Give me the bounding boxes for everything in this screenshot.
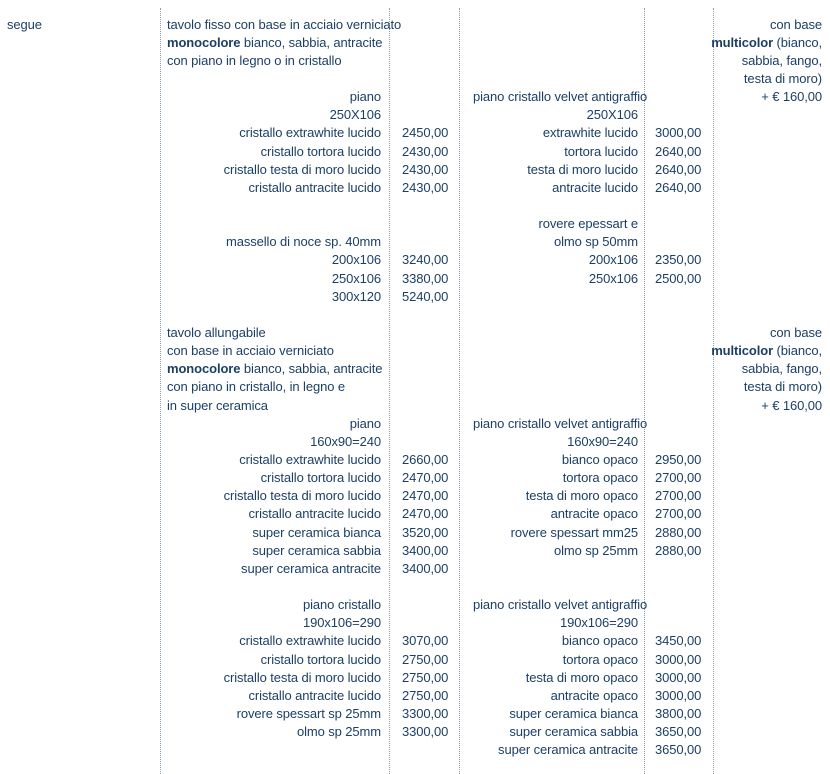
s2-left-row-label: super ceramica bianca [252,525,381,540]
section2-desc-line2: con base in acciaio verniciato [167,343,334,358]
s2-right-row-label: tortora opaco [562,470,638,485]
s2-left2-row-price: 2750,00 [402,670,449,685]
s2-right2-row-label: super ceramica bianca [509,706,638,721]
s2-right-header2: 160x90=240 [567,434,638,449]
s1-left-row-label: cristallo antracite lucido [248,180,381,195]
s2-right-row-price: 2700,00 [655,506,702,521]
column-divider [459,8,460,774]
s1-left-header1: piano [349,89,381,104]
segue-label: segue [7,17,42,32]
s2-right2-row-label: tortora opaco [562,652,638,667]
s1-left-row-label: cristallo tortora lucido [260,144,381,159]
s2-left2-row-label: olmo sp 25mm [296,724,381,739]
s1-right-header1: piano cristallo velvet antigraffio [473,89,648,104]
section2-desc-line1: tavolo allungabile [167,325,266,340]
section2-multicolor-line5: + € 160,00 [761,398,822,413]
s2-left2-row-price: 3070,00 [402,633,449,648]
s2-right-row-label: olmo sp 25mm [553,543,638,558]
s2-right2-row-label: super ceramica sabbia [509,724,638,739]
s2-right-row-price: 2880,00 [655,543,702,558]
s1-left-header2: 250X106 [329,107,381,122]
s2-right-header1: piano cristallo velvet antigraffio [473,416,648,431]
s1-wood-left-label: 250x106 [331,271,381,286]
section2-desc-line5: in super ceramica [167,398,268,413]
s1-wood-left-label: 200x106 [331,252,381,267]
s1-wood-left-price: 3240,00 [402,252,449,267]
section1-multicolor-line1: con base [770,17,822,32]
s2-left2-row-label: cristallo extrawhite lucido [239,633,381,648]
s2-right-row-label: bianco opaco [561,452,638,467]
s2-left-row-price: 3400,00 [402,561,449,576]
column-divider [160,8,161,774]
s2-right-row-price: 2880,00 [655,525,702,540]
s1-wood-right-label: 250x106 [588,271,638,286]
s1-right-header2: 250X106 [586,107,638,122]
s1-wood-right-header1: rovere epessart e [538,216,638,231]
s2-left2-row-label: cristallo testa di moro lucido [223,670,381,685]
s2-right2-row-price: 3000,00 [655,652,702,667]
s1-wood-right-price: 2350,00 [655,252,702,267]
column-divider [389,8,390,774]
s2-right2-row-price: 3450,00 [655,633,702,648]
s2-right2-row-price: 3000,00 [655,670,702,685]
s1-left-row-label: cristallo testa di moro lucido [223,162,381,177]
s2-left-row-label: cristallo antracite lucido [248,506,381,521]
s1-right-row-price: 3000,00 [655,125,702,140]
s2-left-row-label: cristallo testa di moro lucido [223,488,381,503]
s2-left-row-label: cristallo tortora lucido [260,470,381,485]
s2-left-header1: piano [349,416,381,431]
s2-right2-row-price: 3000,00 [655,688,702,703]
s2-left-row-price: 3520,00 [402,525,449,540]
s2-left-row-label: super ceramica sabbia [252,543,381,558]
section1-multicolor-line4: testa di moro) [743,71,822,86]
section1-desc-line2: monocolore bianco, sabbia, antracite [167,35,383,50]
s1-wood-left-label: 300x120 [331,289,381,304]
s1-wood-right-price: 2500,00 [655,271,702,286]
s2-left-row-label: super ceramica antracite [241,561,381,576]
s2-left2-header1: piano cristallo [303,597,381,612]
s1-right-row-price: 2640,00 [655,180,702,195]
section2-multicolor-line4: testa di moro) [743,379,822,394]
s2-right-row-label: rovere spessart mm25 [510,525,638,540]
s2-left2-header2: 190x106=290 [302,615,381,630]
s2-left-row-price: 3400,00 [402,543,449,558]
s2-left2-row-price: 3300,00 [402,706,449,721]
s1-left-row-price: 2450,00 [402,125,449,140]
s2-right2-row-price: 3650,00 [655,742,702,757]
s2-left2-row-label: rovere spessart sp 25mm [236,706,381,721]
s2-left2-row-price: 2750,00 [402,652,449,667]
s2-right-row-label: testa di moro opaco [525,488,638,503]
s2-right-row-label: antracite opaco [550,506,638,521]
s2-left-row-price: 2470,00 [402,470,449,485]
section1-desc-line1: tavolo fisso con base in acciaio verniciato [167,17,402,32]
section2-desc-line3: monocolore bianco, sabbia, antracite [167,361,383,376]
s1-wood-left-price: 3380,00 [402,271,449,286]
s1-right-row-label: testa di moro lucido [527,162,638,177]
s2-left-row-price: 2470,00 [402,488,449,503]
section1-multicolor-line3: sabbia, fango, [741,53,822,68]
s1-right-row-label: tortora lucido [564,144,638,159]
s1-left-row-price: 2430,00 [402,180,449,195]
s2-left2-row-price: 3300,00 [402,724,449,739]
section2-multicolor-line1: con base [770,325,822,340]
s2-right2-row-label: super ceramica antracite [498,742,638,757]
s2-right2-row-price: 3650,00 [655,724,702,739]
section2-desc-line4: con piano in cristallo, in legno e [167,379,345,394]
column-divider [713,8,714,774]
column-divider [644,8,645,774]
section1-multicolor-line2: multicolor (bianco, [711,35,822,50]
section1-desc-line3: con piano in legno o in cristallo [167,53,342,68]
s1-right-row-label: antracite lucido [552,180,638,195]
section2-multicolor-line3: sabbia, fango, [741,361,822,376]
s2-right2-header2: 190x106=290 [559,615,638,630]
section2-multicolor-line2: multicolor (bianco, [711,343,822,358]
section1-multicolor-line5: + € 160,00 [761,89,822,104]
s2-right2-row-label: bianco opaco [561,633,638,648]
s2-left2-row-label: cristallo tortora lucido [260,652,381,667]
s2-right2-row-label: testa di moro opaco [525,670,638,685]
s1-left-row-price: 2430,00 [402,144,449,159]
s1-wood-left-header: massello di noce sp. 40mm [225,234,381,249]
s2-left-header2: 160x90=240 [310,434,381,449]
s1-wood-right-header2: olmo sp 50mm [553,234,638,249]
s1-wood-left-price: 5240,00 [402,289,449,304]
s1-left-row-label: cristallo extrawhite lucido [239,125,381,140]
s2-left2-row-label: cristallo antracite lucido [248,688,381,703]
s2-left-row-label: cristallo extrawhite lucido [239,452,381,467]
s2-left2-row-price: 2750,00 [402,688,449,703]
s2-left-row-price: 2660,00 [402,452,449,467]
s1-right-row-label: extrawhite lucido [542,125,638,140]
s2-right2-row-label: antracite opaco [550,688,638,703]
s1-wood-right-label: 200x106 [588,252,638,267]
s1-right-row-price: 2640,00 [655,144,702,159]
s2-right2-row-price: 3800,00 [655,706,702,721]
s2-right-row-price: 2700,00 [655,488,702,503]
s2-right2-header1: piano cristallo velvet antigraffio [473,597,648,612]
s2-right-row-price: 2950,00 [655,452,702,467]
s1-right-row-price: 2640,00 [655,162,702,177]
s2-right-row-price: 2700,00 [655,470,702,485]
s1-left-row-price: 2430,00 [402,162,449,177]
s2-left-row-price: 2470,00 [402,506,449,521]
